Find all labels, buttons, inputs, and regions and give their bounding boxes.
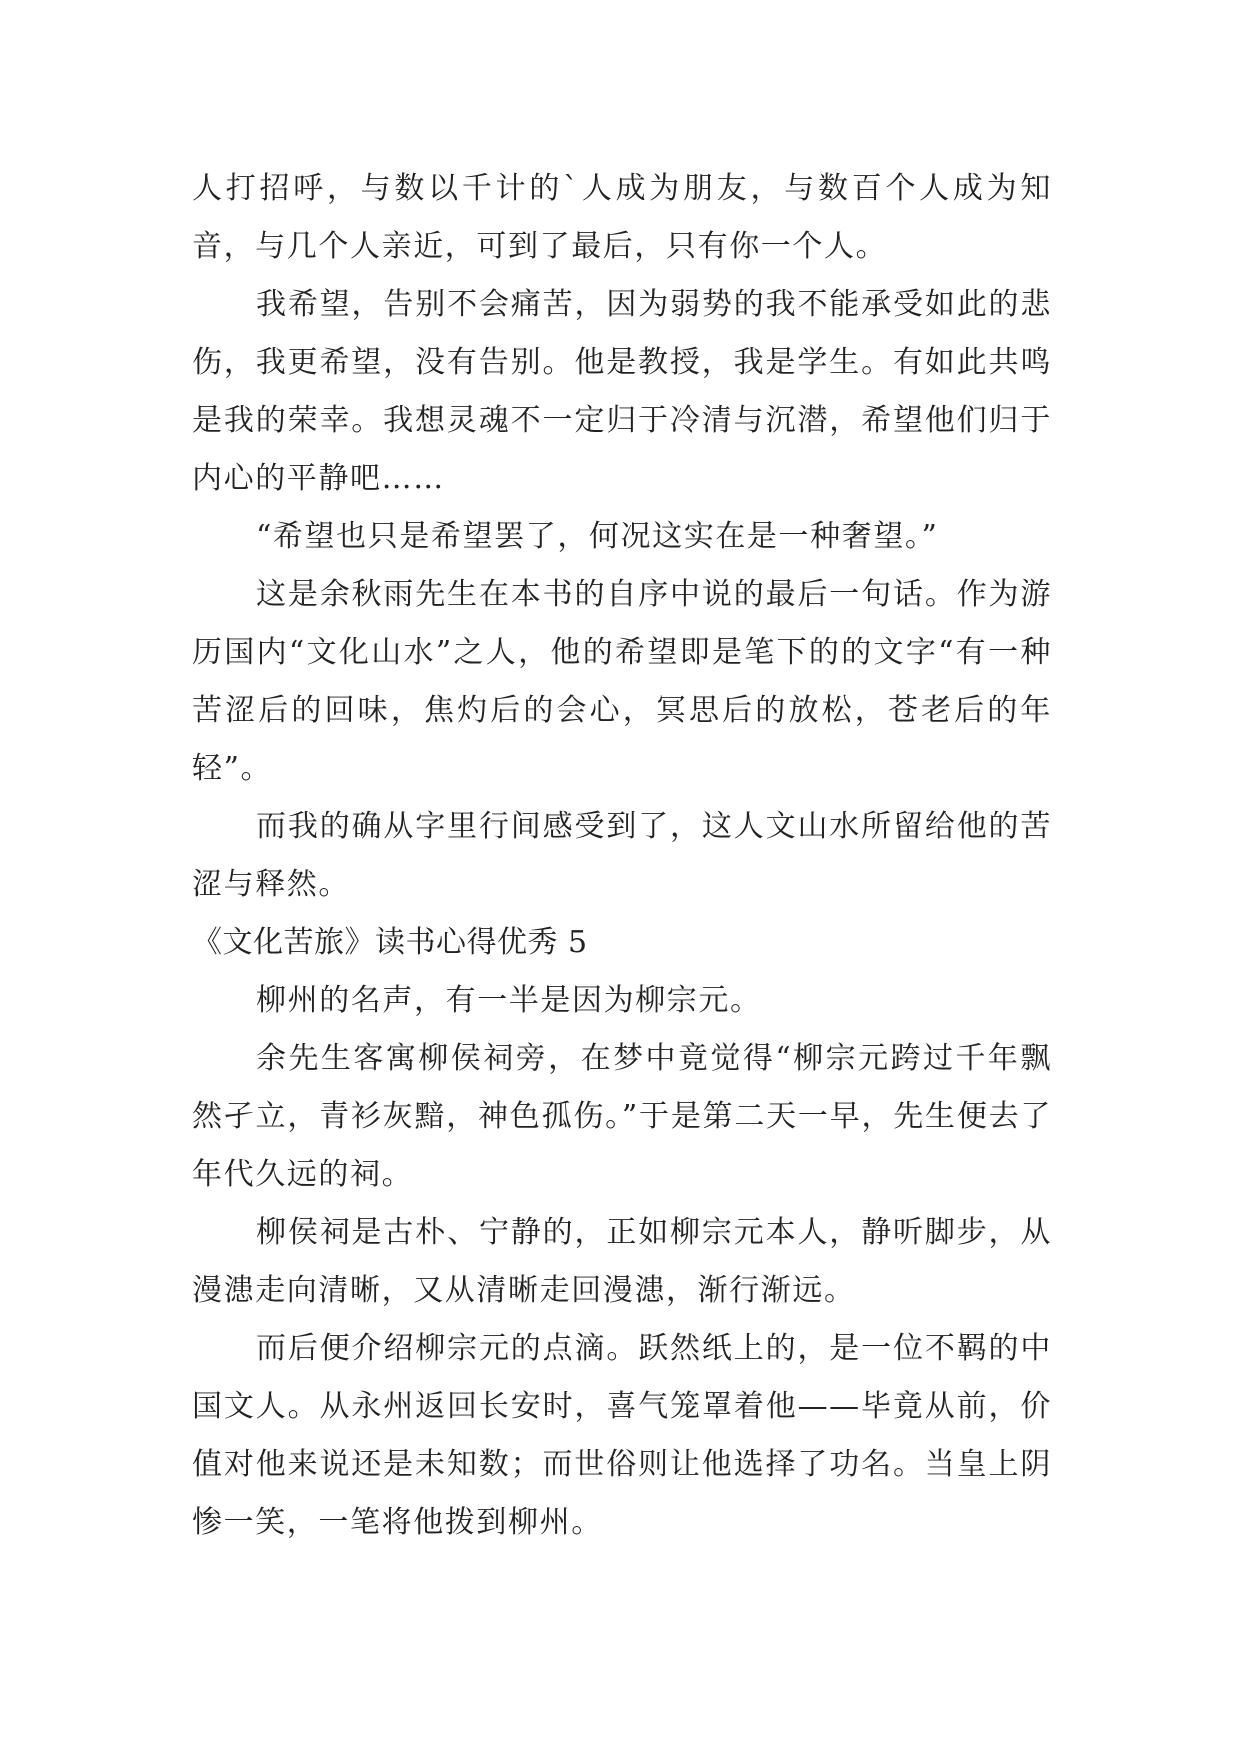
section-heading: 《文化苦旅》读书心得优秀 5 — [192, 925, 588, 960]
paragraph-5: 而我的确从字里行间感受到了，这人文山水所留给他的苦涩与释然。 — [192, 809, 1052, 902]
section-paragraph-1: 柳州的名声，有一半是因为柳宗元。 — [256, 983, 762, 1018]
paragraph-4: 这是余秋雨先生在本书的自序中说的最后一句话。作为游历国内“文化山水”之人，他的希望即是笔下的的文字“有一种苦涩后的回味，焦灼后的会心，冥思后的放松，苍老后的年轻”。 — [192, 577, 1052, 786]
section-paragraph-3: 柳侯祠是古朴、宁静的，正如柳宗元本人，静听脚步，从漫漶走向清晰，又从清晰走回漫漶，渐行渐远。 — [192, 1215, 1052, 1308]
section-paragraph-2: 余先生客寓柳侯祠旁，在梦中竟觉得“柳宗元跨过千年飘然孑立，青衫灰黯，神色孤伤。”于是第二天一早，先生便去了年代久远的祠。 — [192, 1041, 1052, 1192]
section-paragraph-4: 而后便介绍柳宗元的点滴。跃然纸上的，是一位不羁的中国文人。从永州返回长安时，喜气笼罩着他——毕竟从前，价值对他来说还是未知数；而世俗则让他选择了功名。当皇上阴惨一笑，一笔将他拨到柳州。 — [192, 1331, 1052, 1540]
paragraph-1: 人打招呼，与数以千计的`人成为朋友，与数百个人成为知音，与几个人亲近，可到了最后，只有你一个人。 — [192, 171, 1052, 264]
paragraph-2: 我希望，告别不会痛苦，因为弱势的我不能承受如此的悲伤，我更希望，没有告别。他是教授，我是学生。有如此共鸣是我的荣幸。我想灵魂不一定归于冷清与沉潜，希望他们归于内心的平静吧…… — [192, 287, 1052, 496]
document-body — [192, 160, 1052, 1552]
paragraph-quote: “希望也只是希望罢了，何况这实在是一种奢望。” — [256, 519, 939, 554]
